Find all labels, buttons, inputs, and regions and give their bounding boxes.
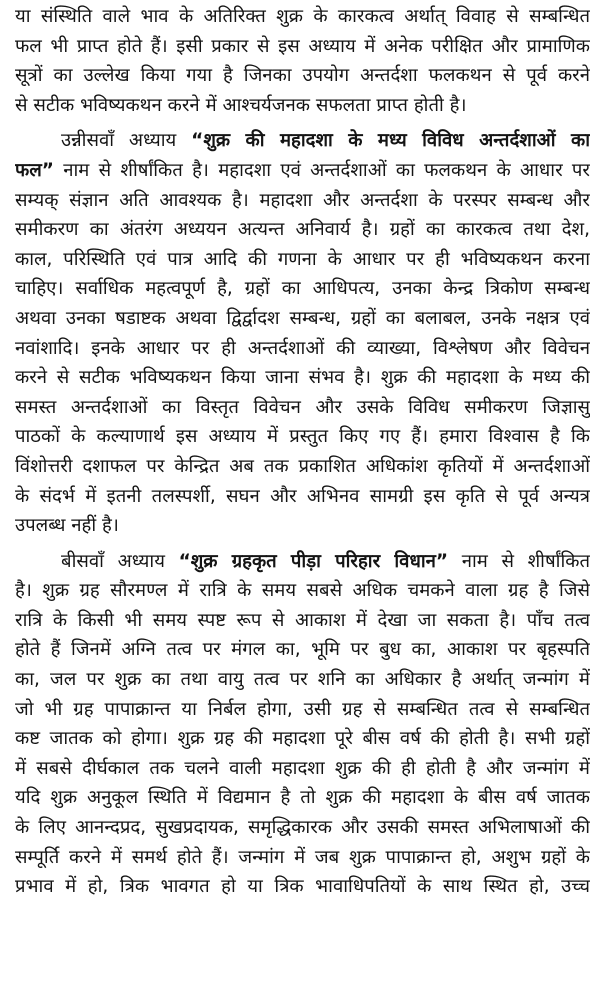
text-line: के लिए आनन्दप्रद, सुखप्रदायक, समृद्धिकारक और उसकी समस्त अभिलाषाओं की: [15, 817, 590, 839]
text-line: उपलब्ध नहीं है।: [15, 515, 119, 537]
text-line: प्रभाव में हो, त्रिक भावगत हो या त्रिक भावाधिपतियों के साथ स्थित हो, उच्च: [15, 876, 590, 898]
text-line: समस्त अन्तर्दशाओं का विस्तृत विवेचन और उसके विविध समीकरण जिज्ञासु: [15, 396, 590, 418]
text-line: है। शुक्र ग्रह सौरमण्ल में रात्रि के समय सबसे अधिक चमकने वाला ग्रह है जिसे: [15, 580, 590, 602]
text-line: विंशोत्तरी दशाफल पर केन्द्रित अब तक प्रकाशित अधिकांश कृतियों में अन्तर्दशाओं: [15, 455, 590, 477]
text-line: काल, परिस्थिति एवं पात्र आदि की गणना के आधार पर ही भविष्यकथन करना: [15, 248, 590, 270]
chapter-title-end: फल”: [15, 159, 54, 181]
paragraph-1: [15, 2, 590, 120]
document-page: [15, 2, 590, 908]
text-line: का, जल पर शुक्र का तथा वायु तत्व पर शनि का अधिकार है अर्थात् जन्मांग में: [15, 669, 590, 691]
text-fragment: नाम से शीर्षांकित: [448, 550, 590, 572]
chapter-intro: उन्नीसवाँ अध्याय: [61, 130, 192, 152]
text-line: [15, 126, 590, 156]
paragraph-chapter-20: [15, 547, 590, 902]
text-line: [15, 547, 590, 577]
text-line: या संस्थिति वाले भाव के अतिरिक्त शुक्र के कारकत्व अर्थात् विवाह से सम्बन्धित: [15, 6, 590, 27]
text-line: सम्पूर्ति करने में समर्थ होते हैं। जन्मांग में जब शुक्र पापाक्रान्त हो, अशुभ ग्रहों के: [15, 846, 590, 868]
text-line: नवांशादि। इनके आधार पर ही अन्तर्दशाओं की व्याख्या, विश्लेषण और विवेचन: [15, 337, 590, 359]
chapter-intro: बीसवाँ अध्याय: [61, 550, 179, 572]
text-line: अथवा उनका षडाष्टक अथवा द्विर्द्वादश सम्बन्ध, ग्रहों का बलाबल, उनके नक्षत्र एवं: [15, 307, 590, 329]
text-line: चाहिए। सर्वाधिक महत्वपूर्ण है, ग्रहों का आधिपत्य, उनका केन्द्र त्रिकोण सम्बन्ध: [15, 278, 590, 300]
text-line: सूत्रों का उल्लेख किया गया है जिनका उपयोग अन्तर्दशा फलकथन से पूर्व करने: [15, 65, 590, 87]
text-line: समीकरण का अंतरंग अध्ययन अत्यन्त अनिवार्य है। ग्रहों का कारकत्व तथा देश,: [15, 219, 590, 241]
text-line: करने से सटीक भविष्यकथन किया जाना संभव है। शुक्र की महादशा के मध्य की: [15, 367, 590, 389]
text-fragment: नाम से शीर्षांकित है। महादशा एवं अन्तर्दशाओं का फलकथन के आधार पर: [53, 159, 590, 181]
text-line: से सटीक भविष्यकथन करने में आश्चर्यजनक सफलता प्राप्त होती है।: [15, 94, 467, 116]
text-line: सम्यक् संज्ञान अति आवश्यक है। महादशा और अन्तर्दशा के परस्पर सम्बन्ध और: [15, 189, 590, 211]
text-line: [15, 156, 590, 186]
chapter-title: “शुक्र की महादशा के मध्य विविध अन्तर्दशाओं का: [191, 130, 590, 152]
text-line: के संदर्भ में इतनी तलस्पर्शी, सघन और अभिनव सामग्री इस कृति से पूर्व अन्यत्र: [15, 485, 590, 507]
text-line: यदि शुक्र अनुकूल स्थिति में विद्यमान है तो शुक्र की महादशा के बीस वर्ष जातक: [15, 787, 590, 809]
chapter-title: “शुक्र ग्रहकृत पीड़ा परिहार विधान”: [178, 550, 449, 572]
text-line: रात्रि के किसी भी समय स्पष्ट रूप से आकाश में देखा जा सकता है। पाँच तत्व: [15, 609, 590, 631]
text-line: कष्ट जातक को होगा। शुक्र ग्रह की महादशा पूरे बीस वर्ष की होती है। सभी ग्रहों: [15, 728, 590, 750]
text-line: पाठकों के कल्याणार्थ इस अध्याय में प्रस्तुत किए गए हैं। हमारा विश्वास है कि: [15, 426, 590, 448]
text-line: फल भी प्राप्त होते हैं। इसी प्रकार से इस अध्याय में अनेक परीक्षित और प्रामाणिक: [15, 35, 590, 57]
paragraph-chapter-19: [15, 126, 590, 540]
text-line: में सबसे दीर्घकाल तक चलने वाली महादशा शुक्र की ही होती है और जन्मांग में: [15, 757, 590, 779]
text-line: जो भी ग्रह पापाक्रान्त या निर्बल होगा, उसी ग्रह से सम्बन्धित तत्व से सम्बन्धित: [15, 698, 590, 720]
text-line: होते हैं जिनमें अग्नि तत्व पर मंगल का, भूमि पर बुध का, आकाश पर बृहस्पति: [15, 639, 590, 661]
